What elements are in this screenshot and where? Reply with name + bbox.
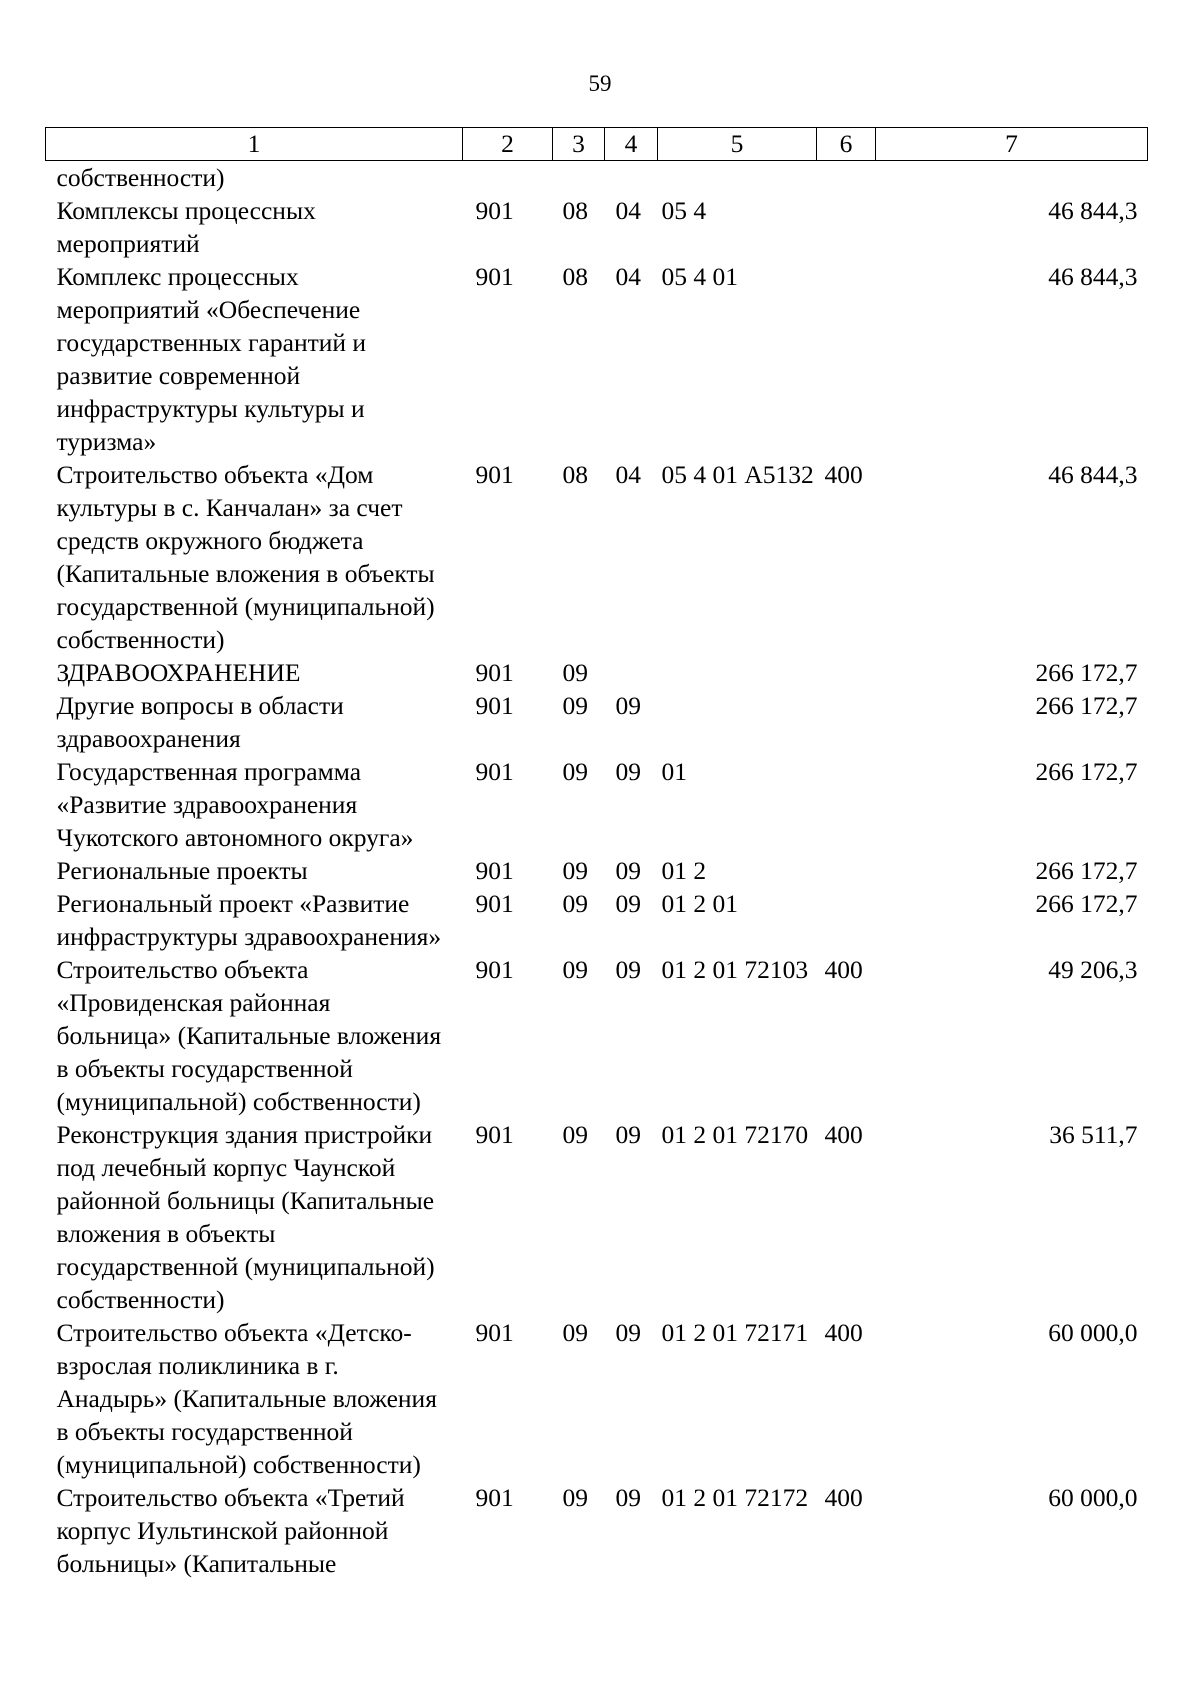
row-name bbox=[46, 953, 463, 1118]
row-amount: 46 844,3 bbox=[1048, 196, 1138, 225]
row-name bbox=[46, 1316, 463, 1481]
row-name-text: Государственная программа «Развитие здравоохранения Чукотского автономного округа» bbox=[56, 757, 414, 852]
row-name-text: Региональный проект «Развитие инфраструктуры здравоохранения» bbox=[56, 889, 442, 951]
row-name-text: Комплексы процессных мероприятий bbox=[56, 196, 316, 258]
row-expense-type bbox=[817, 887, 876, 953]
row-section: 09 bbox=[562, 757, 588, 786]
table-row bbox=[46, 1118, 1148, 1316]
row-admin-code: 901 bbox=[475, 1120, 514, 1149]
row-target-article: 01 bbox=[661, 757, 687, 786]
row-admin-code: 901 bbox=[475, 658, 514, 687]
row-subsection: 09 bbox=[615, 1483, 641, 1512]
row-target-article: 05 4 01 А5132 bbox=[661, 460, 814, 489]
row-expense-type bbox=[817, 194, 876, 260]
row-target-article: 05 4 01 bbox=[661, 262, 738, 291]
row-name bbox=[46, 689, 463, 755]
row-name bbox=[46, 458, 463, 656]
row-subsection: 09 bbox=[615, 691, 641, 720]
column-header-1: 1 bbox=[46, 128, 463, 161]
row-section bbox=[553, 161, 605, 195]
row-section: 08 bbox=[562, 262, 588, 291]
row-subsection: 09 bbox=[615, 1318, 641, 1347]
row-amount: 60 000,0 bbox=[1048, 1318, 1138, 1347]
row-name-text: Реконструкция здания пристройки под лечебный корпус Чаунской районной больницы (Капитальные вложения в объекты государственной (муниципальной) собственности) bbox=[56, 1120, 435, 1314]
row-name-text: Комплекс процессных мероприятий «Обеспечение государственных гарантий и развитие современной инфраструктуры культуры и туризма» bbox=[56, 262, 367, 456]
row-section: 08 bbox=[562, 460, 588, 489]
table-body bbox=[46, 161, 1148, 1581]
table-row bbox=[46, 854, 1148, 887]
row-amount: 266 172,7 bbox=[1035, 658, 1138, 687]
row-subsection: 09 bbox=[615, 1120, 641, 1149]
row-section: 09 bbox=[562, 658, 588, 687]
table-row bbox=[46, 260, 1148, 458]
row-name-text: собственности) bbox=[56, 163, 225, 192]
row-target-article: 01 2 01 72171 bbox=[661, 1318, 809, 1347]
row-name bbox=[46, 887, 463, 953]
row-admin-code: 901 bbox=[475, 691, 514, 720]
budget-table bbox=[45, 127, 1148, 1580]
table-row bbox=[46, 887, 1148, 953]
page-number: 59 bbox=[588, 71, 612, 96]
column-header-2: 2 bbox=[463, 128, 553, 161]
table-row bbox=[46, 953, 1148, 1118]
table-row bbox=[46, 458, 1148, 656]
row-expense-type bbox=[817, 689, 876, 755]
row-subsection bbox=[605, 656, 658, 689]
row-name bbox=[46, 260, 463, 458]
row-amount: 46 844,3 bbox=[1048, 262, 1138, 291]
row-section: 09 bbox=[562, 1483, 588, 1512]
row-admin-code: 901 bbox=[475, 262, 514, 291]
row-subsection: 04 bbox=[615, 196, 641, 225]
table-row bbox=[46, 689, 1148, 755]
row-amount bbox=[876, 161, 1148, 195]
row-name bbox=[46, 1481, 463, 1580]
row-name-text: Региональные проекты bbox=[56, 856, 308, 885]
row-section: 09 bbox=[562, 1318, 588, 1347]
row-amount: 266 172,7 bbox=[1035, 691, 1138, 720]
row-expense-type bbox=[817, 656, 876, 689]
row-name bbox=[46, 755, 463, 854]
row-expense-type bbox=[817, 854, 876, 887]
row-admin-code: 901 bbox=[475, 955, 514, 984]
row-name bbox=[46, 656, 463, 689]
row-amount: 46 844,3 bbox=[1048, 460, 1138, 489]
row-admin-code: 901 bbox=[475, 856, 514, 885]
column-header-3: 3 bbox=[553, 128, 605, 161]
row-target-article: 01 2 01 72103 bbox=[661, 955, 809, 984]
row-target-article: 01 2 01 bbox=[661, 889, 738, 918]
column-header-7: 7 bbox=[876, 128, 1148, 161]
table-row bbox=[46, 194, 1148, 260]
row-target-article bbox=[658, 689, 817, 755]
row-section: 09 bbox=[562, 691, 588, 720]
row-expense-type: 400 bbox=[824, 1318, 863, 1347]
table-row bbox=[46, 656, 1148, 689]
row-amount: 36 511,7 bbox=[1049, 1120, 1138, 1149]
table-header bbox=[46, 128, 1148, 161]
row-amount: 266 172,7 bbox=[1035, 889, 1138, 918]
row-subsection: 09 bbox=[615, 757, 641, 786]
row-name-text: Строительство объекта «Третий корпус Иультинской районной больницы» (Капитальные bbox=[56, 1483, 405, 1578]
row-target-article: 01 2 bbox=[661, 856, 707, 885]
row-amount: 266 172,7 bbox=[1035, 757, 1138, 786]
row-subsection: 09 bbox=[615, 955, 641, 984]
row-name bbox=[46, 1118, 463, 1316]
row-expense-type: 400 bbox=[824, 1483, 863, 1512]
row-expense-type bbox=[817, 755, 876, 854]
row-target-article: 05 4 bbox=[661, 196, 707, 225]
row-subsection: 04 bbox=[615, 460, 641, 489]
row-admin-code: 901 bbox=[475, 1483, 514, 1512]
row-amount: 266 172,7 bbox=[1035, 856, 1138, 885]
row-section: 09 bbox=[562, 856, 588, 885]
row-name-text: Строительство объекта «Провиденская районная больница» (Капитальные вложения в объекты государственной (муниципальной) собственности) bbox=[56, 955, 442, 1116]
table-row bbox=[46, 161, 1148, 195]
row-name bbox=[46, 161, 463, 195]
row-admin-code: 901 bbox=[475, 757, 514, 786]
row-target-article bbox=[658, 656, 817, 689]
row-admin-code: 901 bbox=[475, 889, 514, 918]
row-amount: 49 206,3 bbox=[1048, 955, 1138, 984]
row-subsection: 09 bbox=[615, 856, 641, 885]
row-section: 09 bbox=[562, 955, 588, 984]
header-row bbox=[46, 128, 1148, 161]
row-name bbox=[46, 854, 463, 887]
row-admin-code bbox=[463, 161, 553, 195]
row-expense-type: 400 bbox=[824, 460, 863, 489]
row-subsection bbox=[605, 161, 658, 195]
column-header-4: 4 bbox=[605, 128, 658, 161]
row-expense-type bbox=[817, 260, 876, 458]
row-section: 09 bbox=[562, 1120, 588, 1149]
row-name bbox=[46, 194, 463, 260]
row-expense-type: 400 bbox=[824, 1120, 863, 1149]
table-row bbox=[46, 1316, 1148, 1481]
row-admin-code: 901 bbox=[475, 1318, 514, 1347]
row-target-article bbox=[658, 161, 817, 195]
row-name-text: Другие вопросы в области здравоохранения bbox=[56, 691, 344, 753]
row-expense-type bbox=[817, 161, 876, 195]
row-target-article: 01 2 01 72170 bbox=[661, 1120, 809, 1149]
row-subsection: 04 bbox=[615, 262, 641, 291]
row-name-text: Строительство объекта «Дом культуры в с. Канчалан» за счет средств окружного бюджета (Капитальные вложения в объекты государственной (муниципальной) собственности) bbox=[56, 460, 435, 654]
row-name-text: Строительство объекта «Детско- взрослая поликлиника в г. Анадырь» (Капитальные вложения в объекты государственной (муниципальной) собственности) bbox=[56, 1318, 437, 1479]
column-header-5: 5 bbox=[658, 128, 817, 161]
table-row bbox=[46, 1481, 1148, 1580]
row-name-text: ЗДРАВООХРАНЕНИЕ bbox=[56, 658, 301, 687]
row-amount: 60 000,0 bbox=[1048, 1483, 1138, 1512]
row-subsection: 09 bbox=[615, 889, 641, 918]
row-target-article: 01 2 01 72172 bbox=[661, 1483, 809, 1512]
row-admin-code: 901 bbox=[475, 460, 514, 489]
row-section: 09 bbox=[562, 889, 588, 918]
table-row bbox=[46, 755, 1148, 854]
row-section: 08 bbox=[562, 196, 588, 225]
row-admin-code: 901 bbox=[475, 196, 514, 225]
row-expense-type: 400 bbox=[824, 955, 863, 984]
column-header-6: 6 bbox=[817, 128, 876, 161]
